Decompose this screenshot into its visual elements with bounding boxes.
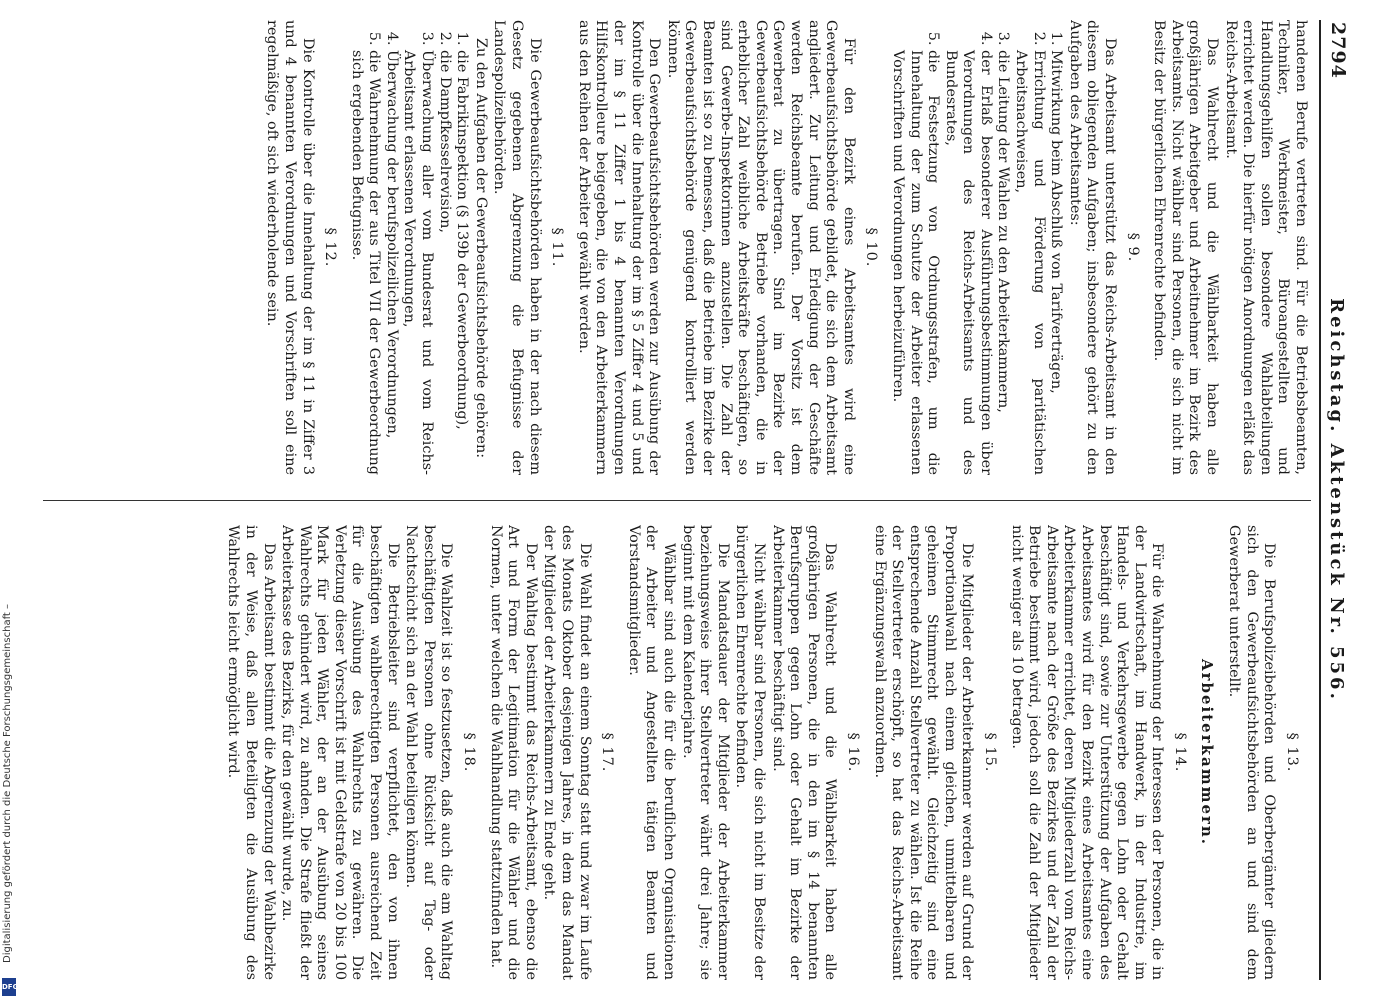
numbered-list: [888, 20, 1064, 475]
dfg-logo[interactable]: DFG: [2, 978, 16, 996]
paragraph: handenen Berufe vertreten sind. Für die Betriebsbeamten, Techniker, Werkmeister, Büroangestellten und Handlungsgehilfen sollen besondere Wahlabteilungen errichtet werden. Die hierfür nötigen Anordnungen erläßt das Reichs-Arbeitsamt.: [1222, 20, 1309, 475]
list-item: 2. Errichtung und Förderung von paritätischen Arbeitsnachweisen,: [1011, 50, 1046, 475]
column-divider: [43, 500, 1311, 501]
paragraph: Das Wahlrecht und die Wählbarkeit haben alle großjährigen Arbeitgeber und Arbeitnehmer im Bezirk des Arbeitsamts. Nicht wählbar sind Personen, die sich nicht im Besitz der bürgerlichen Ehrenrechte befinden.: [1150, 20, 1220, 475]
section-heading: § 13.: [1283, 732, 1300, 773]
section-heading: § 14.: [1171, 732, 1188, 773]
paragraph: Das Arbeitsamt bestimmt die Abgrenzung der Wahlbezirke in der Weise, daß allen Beteiligten die Ausübung des Wahlrechts leicht ermöglicht wird.: [224, 525, 277, 980]
paragraph: Die Kontrolle über die Innehaltung der im § 11 in Ziffer 3 und 4 benannten Verordnungen und Vorschriften soll eine regelmäßige, oft sich wiederholende sein.: [263, 20, 316, 475]
list-item: 1. Mitwirkung beim Abschluß von Tarifverträgen,: [1046, 50, 1064, 475]
paragraph: Die Berufspolizeibehörden und Oberbergämter gliedern sich den Gewerbeaufsichtsbehörden an und sind dem Gewerberat unterstellt.: [1225, 525, 1277, 980]
paragraph: Wählbar sind auch die für die beruflichen Organisationen der Arbeiter und Angestellten tätigen Beamten und Vorstandsmitglieder.: [625, 525, 677, 980]
rotated-page: [33, 20, 1351, 980]
section-heading: § 17.: [598, 732, 615, 773]
list-item: 5. die Festsetzung von Ordnungsstrafen, um die Innehaltung der zum Schutze der Arbeiter erlassenen Vorschriften und Verordnungen herbeizuführen.: [888, 50, 941, 475]
paragraph: Zu den Aufgaben der Gewerbeaufsichtsbehörde gehören:: [472, 38, 489, 459]
paragraph: Das Wahlrecht und die Wählbarkeit haben alle großjährigen Personen, die in den im § 14 benannten Berufsgruppen gegen Lohn oder Gehalt im Bezirke der Arbeiterkammer beschäftigt sind.: [769, 525, 838, 980]
funding-note: Digitalisierung gefördert durch die Deutsche Forschungsgemeinschaft –: [2, 603, 13, 963]
paragraph: Die Betriebsleiter sind verpflichtet, den von ihnen beschäftigten wahlberechtigten Personen ausreichend Zeit für die Ausübung des Wahlrechts zu gewähren. Die Verletzung dieser Vorschrift ist mit Geldstrafe von 20 bis 100 Mark für jeden Wähler, der an der Ausübung seines Wahlrechts gehindert wird, zu ahnden. Die Strafe fließt der Arbeiterkasse des Bezirks, für den gewählt wurde, zu.: [278, 525, 401, 980]
paragraph: Die Mandatsdauer der Mitglieder der Arbeiterkammer beziehungsweise ihrer Stellvertreter währt drei Jahre; sie beginnt mit dem Kalenderjahre.: [679, 525, 731, 980]
page-number: 2794: [1326, 22, 1349, 79]
list-item: 4. Überwachung der berufspolizeilichen Verordnungen,: [382, 50, 400, 475]
section-heading: § 11.: [548, 227, 565, 268]
paragraph: Für den Bezirk eines Arbeitsamtes wird eine Gewerbeaufsichtsbehörde gebildet, die sich dem Arbeitsamt angliedert. Zur Leitung und Erledigung der Geschäfte werden Reichsbeamte berufen. Der Vorsitz ist dem Gewerberat zu übertragen. Sind im Bezirke der Gewerbeaufsichtsbehörde Betriebe vorhanden, die in erheblicher Zahl weibliche Arbeitskräfte beschäftigen, so sind Gewerbe-Inspektorinnen anzustellen. Die Zahl der Beamten ist so zu bemessen, daß die Betriebe im Bezirke der Gewerbeaufsichtsbehörde genügend kontrolliert werden können.: [664, 20, 857, 475]
section-heading: § 16.: [844, 732, 861, 773]
chapter-heading: Arbeiterkammern.: [1197, 658, 1216, 847]
paragraph: Der Wahltag bestimmt das Reichs-Arbeitsamt, ebenso die Art und Form der Legitimation für die Wähler und die Normen, unter welchen die Wahlhandlung stattzufinden hat.: [487, 525, 539, 980]
paragraph: Die Mitglieder der Arbeiterkammer werden auf Grund der Proportionalwahl nach einem gleichen, unmittelbaren und geheimen Stimmrecht gewählt. Gleichzeitig sind eine entsprechende Anzahl Stellvertreter zu wählen. Ist die Reihe der Stellvertreter erschöpft, so hat das Reichs-Arbeitsamt eine Ergänzungswahl anzuordnen.: [871, 525, 975, 980]
section-heading: § 18.: [460, 732, 477, 773]
section-heading: § 9.: [1124, 232, 1141, 263]
page-title: Reichstag. Aktenstück Nr. 556.: [1325, 298, 1347, 702]
list-item: 4. der Erlaß besonderer Ausführungsbestimmungen über Verordnungen des Reichs-Arbeitsamts und des Bundesrates,: [941, 50, 994, 475]
digitization-footer: [2, 603, 19, 996]
paragraph: Die Wahlzeit ist so festzusetzen, daß auch die am Wahltag beschäftigten Personen ohne Rücksicht auf Tag- oder Nachtschicht sich an der Wahl beteiligen können.: [402, 525, 454, 980]
list-item: 3. Überwachung aller vom Bundesrat und vom Reichs-Arbeitsamt erlassenen Verordnungen,: [399, 50, 434, 475]
list-item: 3. die Leitung der Wahlen zu den Arbeiterkammern,: [993, 50, 1011, 475]
paragraph: Das Arbeitsamt unterstützt das Reichs-Arbeitsamt in den diesem obliegenden Aufgaben; insbesondere gehört zu den Aufgaben des Arbeitsamtes:: [1066, 20, 1118, 475]
list-item: 5. die Wahrnehmung der aus Titel VII der Gewerbeordnung sich ergebenden Befugnisse.: [347, 50, 382, 475]
right-column: [47, 525, 1309, 980]
left-column: [47, 20, 1309, 475]
numbered-list: [347, 20, 470, 475]
paragraph: Den Gewerbeaufsichtsbehörden werden zur Ausübung der Kontrolle über die Innehaltung der im § 5 Ziffer 4 und 5 und der im § 11 Ziffer 1 bis 4 benannten Verordnungen Hilfskontrolleure beigegeben, die von den Arbeiterkammern aus den Reihen der Arbeiter gewählt werden.: [575, 20, 662, 475]
section-heading: § 15.: [981, 732, 998, 773]
section-heading: § 10.: [862, 227, 879, 268]
paragraph: Die Gewerbeaufsichtsbehörden haben in der nach diesem Gesetz gegebenen Abgrenzung die Befugnisse der Landespolizeibehörden.: [490, 20, 543, 475]
list-item: 1. die Fabrikinspektion (§ 139b der Gewerbeordnung),: [452, 50, 470, 475]
paragraph: Für die Wahrnehmung der Interessen der Personen, die in der Landwirtschaft, im Handwerk, in der Industrie, im Handels- und Verkehrsgewerbe gegen Lohn oder Gehalt beschäftigt sind, sowie zur Unterstützung der Aufgaben des Arbeitsamtes wird für den Bezirk eines Arbeitsamtes eine Arbeiterkammer errichtet, deren Mitgliederzahl vom Reichs-Arbeitsamte nach der Größe des Bezirkes und der Zahl der Betriebe bestimmt wird, jedoch soll die Zahl der Mitglieder nicht weniger als 10 betragen.: [1008, 525, 1165, 980]
page-header: [1323, 20, 1351, 980]
header-rule: [1319, 20, 1321, 980]
paragraph: Nicht wählbar sind Personen, die sich nicht im Besitze der bürgerlichen Ehrenrechte befinden.: [732, 525, 767, 980]
section-heading: § 12.: [321, 227, 338, 268]
list-item: 2. die Dampfkesselrevision,: [435, 50, 453, 475]
paragraph: Die Wahl findet an einem Sonntag statt und zwar im Laufe des Monats Oktober desjenigen Jahres, in dem das Mandat der Mitglieder der Arbeiterkammern zu Ende geht.: [540, 525, 593, 980]
